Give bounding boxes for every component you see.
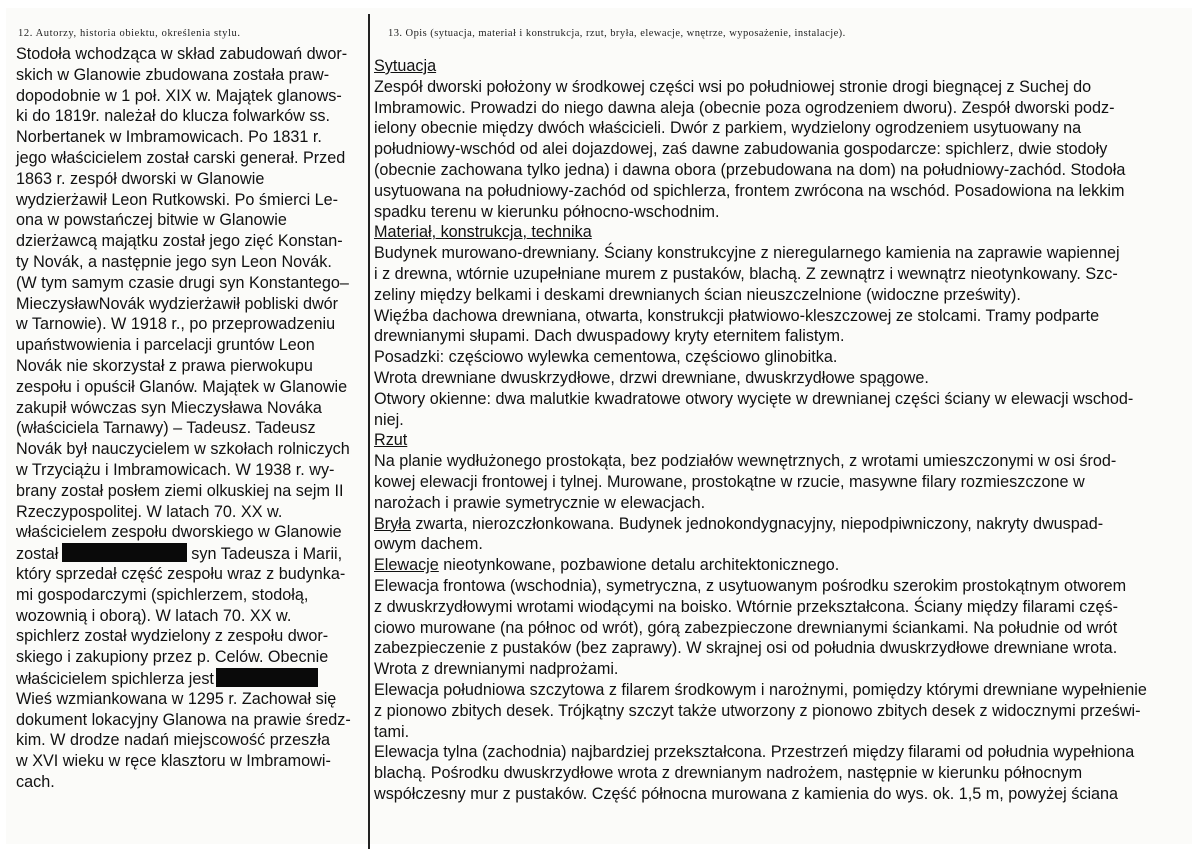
text-line: współczesny mur z pustaków. Część północna murowana z kamienia do wys. ok. 1,5 m, powyżej ściana xyxy=(374,784,1119,803)
text-line: wydzierżawił Leon Rutkowski. Po śmierci Le- xyxy=(16,190,339,209)
text-line: (W tym samym czasie drugi syn Konstantego– xyxy=(16,273,349,292)
text-line: (właściciela Tarnawy) – Tadeusz. Tadeusz xyxy=(16,419,316,438)
text-line: zakupił wówczas syn Mieczysława Nováka xyxy=(16,398,322,417)
description-text xyxy=(374,56,1147,805)
text-line: dzierżawcą majątku został jego zięć Konstan- xyxy=(16,232,343,251)
redacted-name-block xyxy=(62,543,187,562)
text-line: ciowo murowane (na północ od wrót), górą zabezpieczone drewnianymi ściankami. Na południe od wrót xyxy=(374,618,1118,637)
text-line: Elewacja tylna (zachodnia) najbardziej przekształcona. Przestrzeń między filarami od południa wypełniona xyxy=(374,743,1135,762)
text-line: Zespół dworski położony w środkowej części wsi po południowej stronie drogi biegnącej z Suchej do xyxy=(374,77,1092,96)
section-title-rzut: Rzut xyxy=(374,431,408,450)
text-line: Wrota z drewnianymi nadprożami. xyxy=(374,660,619,679)
text-line: zeliny między belkami i deskami drewnianych ścian nieuszczelnione (widoczne prześwity). xyxy=(374,285,1021,304)
text-line: dopodobnie w 1 poł. XIX w. Majątek glanows- xyxy=(16,86,342,105)
text-line: z dwuskrzydłowymi wrotami wiodącymi na boisko. Wtórnie przekształcona. Ściany między filarami częś- xyxy=(374,597,1118,616)
text-line: ty Novák, a następnie jego syn Leon Novák. xyxy=(16,252,332,271)
text-line: Budynek murowano-drewniany. Ściany konstrukcyjne z nieregularnego kamienia na zaprawie wapiennej xyxy=(374,244,1120,263)
text-line: Otwory okienne: dwa malutkie kwadratowe otwory wycięte w drewnianej części ściany w elewacji wschod- xyxy=(374,389,1134,408)
text-line: Novák nie skorzystał z prawa pierwokupu xyxy=(16,356,313,375)
text-line: południowy-wschód od alei dojazdowej, zaś dawne zabudowania gospodarcze: spichlerz, dwie stodoły xyxy=(374,140,1108,159)
text-line: niej. xyxy=(374,410,404,429)
text-line: wozownią i oborą). W latach 70. XX w. xyxy=(16,606,292,625)
text-line: Stodoła wchodząca w skład zabudowań dwor- xyxy=(16,45,348,63)
text-line-with-redaction: został syn Tadeusza i Marii, xyxy=(16,545,343,564)
section-elewacje-line: Elewacje nieotynkowane, pozbawione detalu architektonicznego. xyxy=(374,556,840,575)
text-line: Wieś wzmiankowana w 1295 r. Zachował się xyxy=(16,689,337,708)
text-line: Imbramowic. Prowadzi do niego dawna aleja (obecnie poza ogrodzeniem dworu). Zespół dworski podz- xyxy=(374,98,1115,117)
text-line: z pionowo zbitych desek. Trójkątny szczyt także utworzony z pionowo zbitych desek z widocznymi prześwi- xyxy=(374,701,1141,720)
text-line: Rzeczypospolitej. W latach 70. XX w. xyxy=(16,502,283,521)
text-line: brany został posłem ziemi olkuskiej na sejm II xyxy=(16,481,344,500)
text-line: cach. xyxy=(16,772,55,791)
text-line: Novák był nauczycielem w szkołach rolniczych xyxy=(16,440,350,459)
text-line: w Tarnowie). W 1918 r., po przeprowadzeniu xyxy=(16,315,336,334)
text-line: narożach i prawie symetrycznie w elewacjach. xyxy=(374,493,706,512)
text-line: ona w powstańczej bitwie w Glanowie xyxy=(16,211,287,230)
text-line: Elewacja południowa szczytowa z filarem środkowym i narożnymi, pomiędzy którymi drewniane wypełnienie xyxy=(374,680,1147,699)
section-title-bryla: Bryła xyxy=(374,514,411,533)
text-line-with-redaction: właścicielem spichlerza jest xyxy=(16,668,351,689)
text-line: skich w Glanowie zbudowana została praw- xyxy=(16,65,330,84)
section-bryla-line: Bryła zwarta, nierozczłonkowana. Budynek jednokondygnacyjny, niepodpiwniczony, nakryty dwuspad- xyxy=(374,514,1104,533)
text-line: ielony obecnie między dwóch właścicieli. Dwór z parkiem, wydzielony ogrodzeniem usytuowany na xyxy=(374,119,1082,138)
left-column-header: 12. Autorzy, historia obiektu, określenia stylu. xyxy=(18,28,241,39)
text-line: blachą. Pośrodku dwuskrzydłowe wrota z drewnianym nadrożem, następnie w kierunku północnym xyxy=(374,764,1083,783)
text-line: właścicielem zespołu dworskiego w Glanowie xyxy=(16,523,342,542)
redacted-owner-block xyxy=(216,668,318,687)
text-line: dokument lokacyjny Glanowa na prawie średz- xyxy=(16,710,351,729)
text-line: tami. xyxy=(374,722,410,741)
section-title-material: Materiał, konstrukcja, technika xyxy=(374,223,592,242)
column-divider xyxy=(368,14,370,849)
right-column-header: 13. Opis (sytuacja, materiał i konstrukcja, rzut, bryła, elewacje, wnętrze, wyposażenie, instalacje). xyxy=(388,28,846,39)
text-line: Wrota drewniane dwuskrzydłowe, drzwi drewniane, dwuskrzydłowe spągowe. xyxy=(374,368,929,387)
text-line: który sprzedał część zespołu wraz z budynka- xyxy=(16,564,346,583)
text-line: ki do 1819r. należał do klucza folwarków ss. xyxy=(16,107,331,126)
text-line: spichlerz został wydzielony z zespołu dwor- xyxy=(16,627,329,646)
text-line: zabezpieczenie z pustaków (bez zaprawy). W skrajnej osi od południa dwuskrzydłowe drewniane wrota. xyxy=(374,639,1118,658)
text-line: mi gospodarczymi (spichlerzem, stodołą, xyxy=(16,585,309,604)
text-line: owym dachem. xyxy=(374,535,483,554)
text-line: Posadzki: częściowo wylewka cementowa, częściowo glinobitka. xyxy=(374,348,838,367)
text-line: drewnianymi słupami. Dach dwuspadowy kryty eternitem falistym. xyxy=(374,327,845,346)
text-line: kim. W drodze nadań miejscowość przeszła xyxy=(16,731,330,750)
text-line: skiego i zakupiony przez p. Celów. Obecnie xyxy=(16,648,329,667)
section-title-sytuacja: Sytuacja xyxy=(374,57,437,75)
text-line: jego właścicielem został carski generał. Przed xyxy=(16,148,346,167)
text-line: upaństwowienia i parcelacji gruntów Leon xyxy=(16,336,315,355)
section-title-elewacje: Elewacje xyxy=(374,556,439,575)
text-line: w XVI wieku w ręce klasztoru w Imbramowi- xyxy=(16,752,331,771)
text-line: spadku terenu w kierunku północno-wschodnim. xyxy=(374,202,720,221)
text-line: 1863 r. zespół dworski w Glanowie xyxy=(16,169,265,188)
history-text xyxy=(16,44,351,793)
text-line: (obecnie zachowana tylko jedna) i dawna obora (przebudowana na dom) na południowy-zachód. Stodoła xyxy=(374,160,1126,179)
text-line: Norbertanek w Imbramowicach. Po 1831 r. xyxy=(16,128,322,147)
text-line: usytuowana na południowy-zachód od spichlerza, frontem zwrócona na wschód. Posadowiona na lekkim xyxy=(374,181,1125,200)
text-line: Elewacja frontowa (wschodnia), symetryczna, z usytuowanym pośrodku szerokim prostokątnym otworem xyxy=(374,576,1127,595)
text-line: Na planie wydłużonego prostokąta, bez podziałów wewnętrznych, z wrotami umieszczonymi w osi środ- xyxy=(374,452,1117,471)
text-line: MieczysławNovák wydzierżawił pobliski dwór xyxy=(16,294,339,313)
text-line: zespołu i opuścił Glanów. Majątek w Glanowie xyxy=(16,377,348,396)
text-line: w Trzyciążu i Imbramowicach. W 1938 r. wy- xyxy=(16,460,335,479)
text-line: Więźba dachowa drewniana, otwarta, konstrukcji płatwiowo-kleszczowej ze stolcami. Tramy podparte xyxy=(374,306,1100,325)
text-line: i z drewna, wtórnie uzupełniane murem z pustaków, blachą. Z zewnątrz i wewnątrz nieotynkowany. Szc- xyxy=(374,264,1118,283)
text-line: kowej elewacji frontowej i tylnej. Murowane, prostokątne w rzucie, masywne filary rozmieszczone w xyxy=(374,472,1085,491)
